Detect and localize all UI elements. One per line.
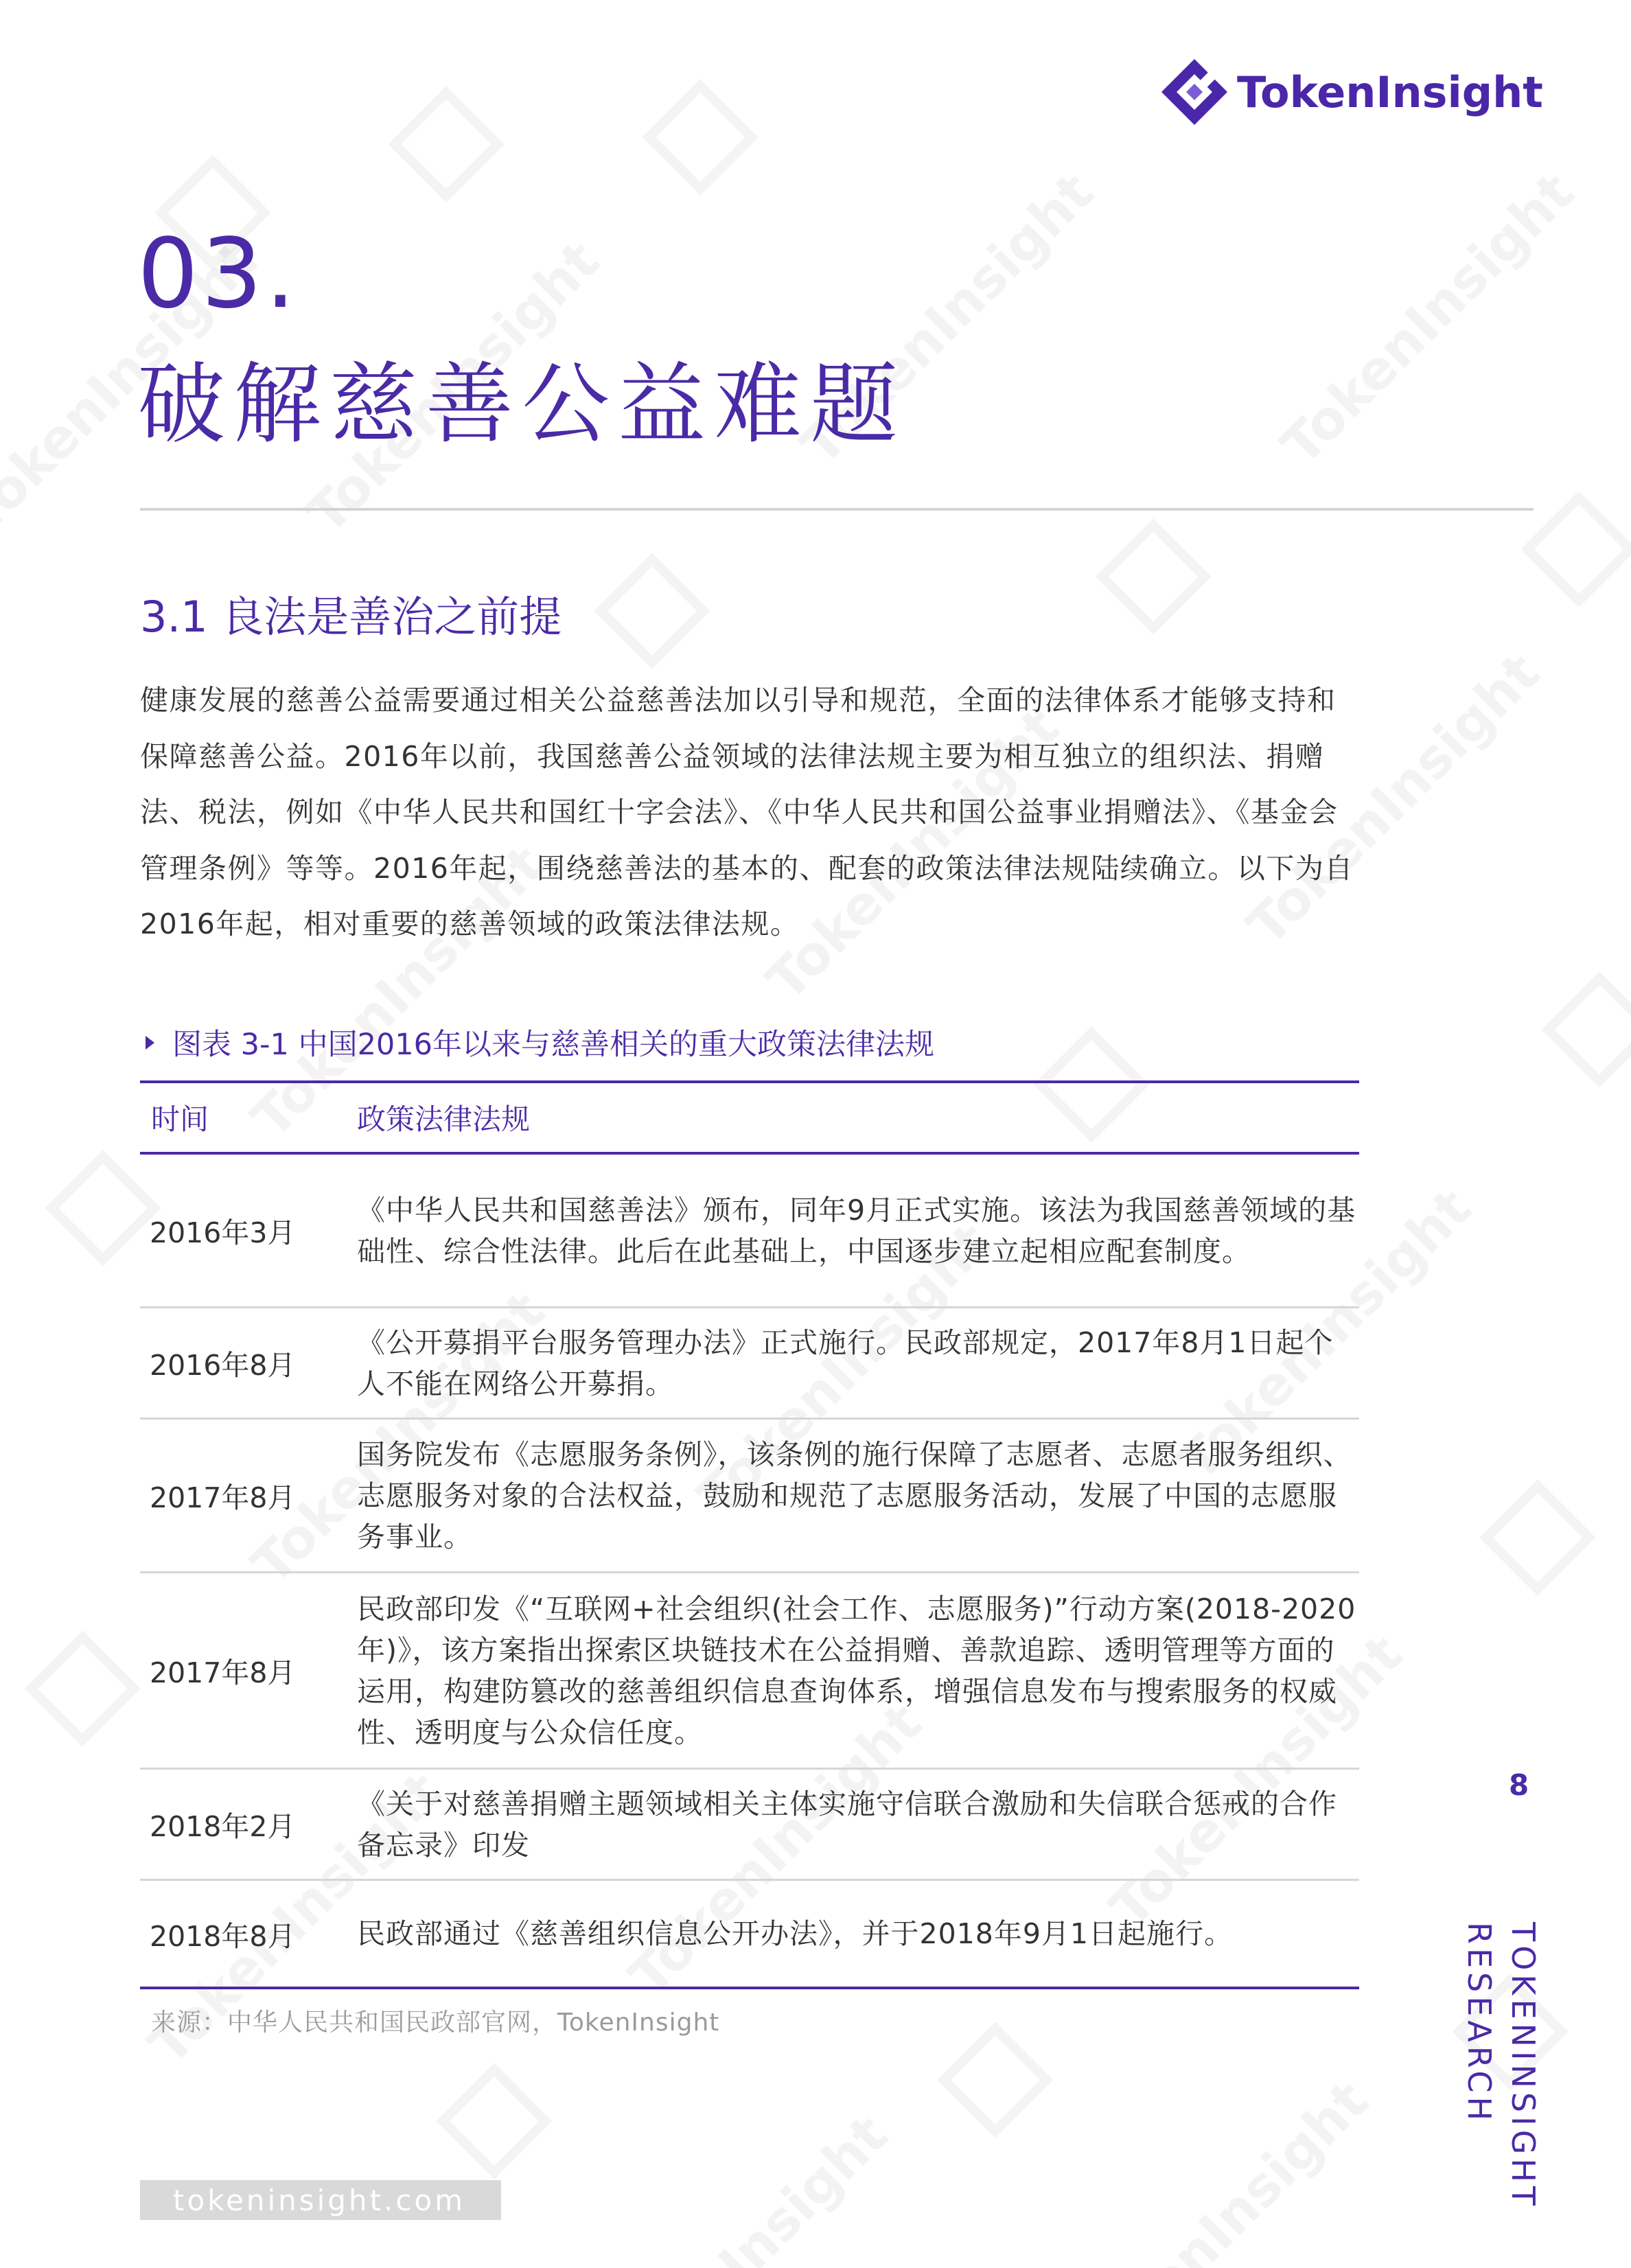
- vertical-brand-line2: RESEARCH: [1461, 1922, 1498, 2125]
- site-url[interactable]: tokeninsight.com: [173, 2183, 466, 2217]
- vertical-brand-line1: TOKENINSIGHT: [1505, 1922, 1542, 2210]
- watermark-logo-mark: [594, 553, 710, 669]
- watermark-logo-mark: [24, 1630, 141, 1747]
- tokeninsight-logo-icon: [1159, 56, 1230, 128]
- row-policy: 《公开募捐平台服务管理办法》正式施行。民政部规定，2017年8月1日起个人不能在网络公开募捐。: [357, 1326, 1334, 1400]
- watermark: [1270, 161, 1586, 477]
- vertical-brand: [1455, 1922, 1542, 2210]
- table-row: [140, 1770, 1359, 1881]
- table-row: [140, 1881, 1359, 1989]
- row-time: 2017年8月: [150, 1481, 296, 1514]
- watermark-logo-mark: [388, 86, 505, 202]
- table-row: [140, 1155, 1359, 1308]
- caret-right-icon: [146, 1036, 154, 1050]
- watermark-logo-mark: [1520, 491, 1631, 608]
- chapter-title: 破解慈善公益难题: [137, 354, 907, 456]
- table-row: [140, 1573, 1359, 1770]
- row-time: 2016年8月: [150, 1349, 296, 1382]
- watermark-logo-mark: [642, 79, 759, 196]
- watermark-logo-mark: [436, 2063, 553, 2179]
- row-policy: 国务院发布《志愿服务条例》，该条例的施行保障了志愿者、志愿者服务组织、志愿服务对象的合法权益，鼓励和规范了志愿服务活动，发展了中国的志愿服务事业。: [357, 1437, 1352, 1553]
- watermark-logo-mark: [1095, 518, 1212, 635]
- policy-table: [140, 1080, 1359, 1989]
- row-policy: 民政部印发《“互联网+社会组织(社会工作、志愿服务)”行动方案(2018-2020 年)》，该方案指出探索区块链技术在公益捐赠、善款追踪、透明管理等方面的运用，构建防篡改的慈善组织信息查询体系，增强信息发布与搜索服务的权威性、透明度与公众信任度。: [357, 1592, 1356, 1749]
- watermark-logo-mark: [1479, 1479, 1596, 1596]
- row-policy: 《关于对慈善捐赠主题领域相关主体实施守信联合激励和失信联合惩戒的合作备忘录》印发: [357, 1787, 1337, 1862]
- watermark-logo-mark: [937, 2022, 1054, 2138]
- table-caption-text: 图表 3-1 中国2016年以来与慈善相关的重大政策法律法规: [172, 1028, 935, 1062]
- site-url-bar[interactable]: [140, 2180, 501, 2220]
- title-divider: [140, 508, 1534, 511]
- watermark-logo-mark: [1541, 971, 1631, 1088]
- watermark: [583, 2104, 899, 2268]
- page-number: 8: [1509, 1768, 1529, 1802]
- table-row: [140, 1420, 1359, 1573]
- row-time: 2018年8月: [150, 1919, 296, 1953]
- table-header: [140, 1080, 1359, 1155]
- body-paragraph: 健康发展的慈善公益需要通过相关公益慈善法加以引导和规范，全面的法律体系才能够支持和保障慈善公益。2016年以前，我国慈善公益领域的法律法规主要为相互独立的组织法、捐赠法、税法，例如《中华人民共和国红十字会法》、《中华人民共和国公益事业捐赠法》、《基金会管理条例》等等。2016年起，围绕慈善法的基本的、配套的政策法律法规陆续确立。以下为自2016年起，相对重要的慈善领域的政策法律法规。: [140, 684, 1354, 940]
- row-policy: 《中华人民共和国慈善法》颁布，同年9月正式实施。该法为我国慈善领域的基础性、综合性法律。此后在此基础上，中国逐步建立起相应配套制度。: [357, 1193, 1356, 1268]
- row-time: 2016年3月: [150, 1216, 296, 1249]
- chapter-number: 03.: [137, 218, 299, 330]
- watermark: [1064, 2070, 1380, 2268]
- logo-text: TokenInsight: [1237, 67, 1543, 117]
- row-time: 2018年2月: [150, 1810, 296, 1843]
- header-policy: 政策法律法规: [357, 1102, 531, 1136]
- brand-logo: [1159, 56, 1543, 128]
- row-time: 2017年8月: [150, 1656, 296, 1689]
- table-row: [140, 1308, 1359, 1420]
- header-time: 时间: [151, 1102, 209, 1136]
- section-heading: 3.1 良法是善治之前提: [140, 592, 562, 642]
- table-caption: [146, 1021, 934, 1063]
- source-note: 来源：中华人民共和国民政部官网，TokenInsight: [151, 2009, 720, 2037]
- row-policy: 民政部通过《慈善组织信息公开办法》，并于2018年9月1日起施行。: [357, 1917, 1234, 1950]
